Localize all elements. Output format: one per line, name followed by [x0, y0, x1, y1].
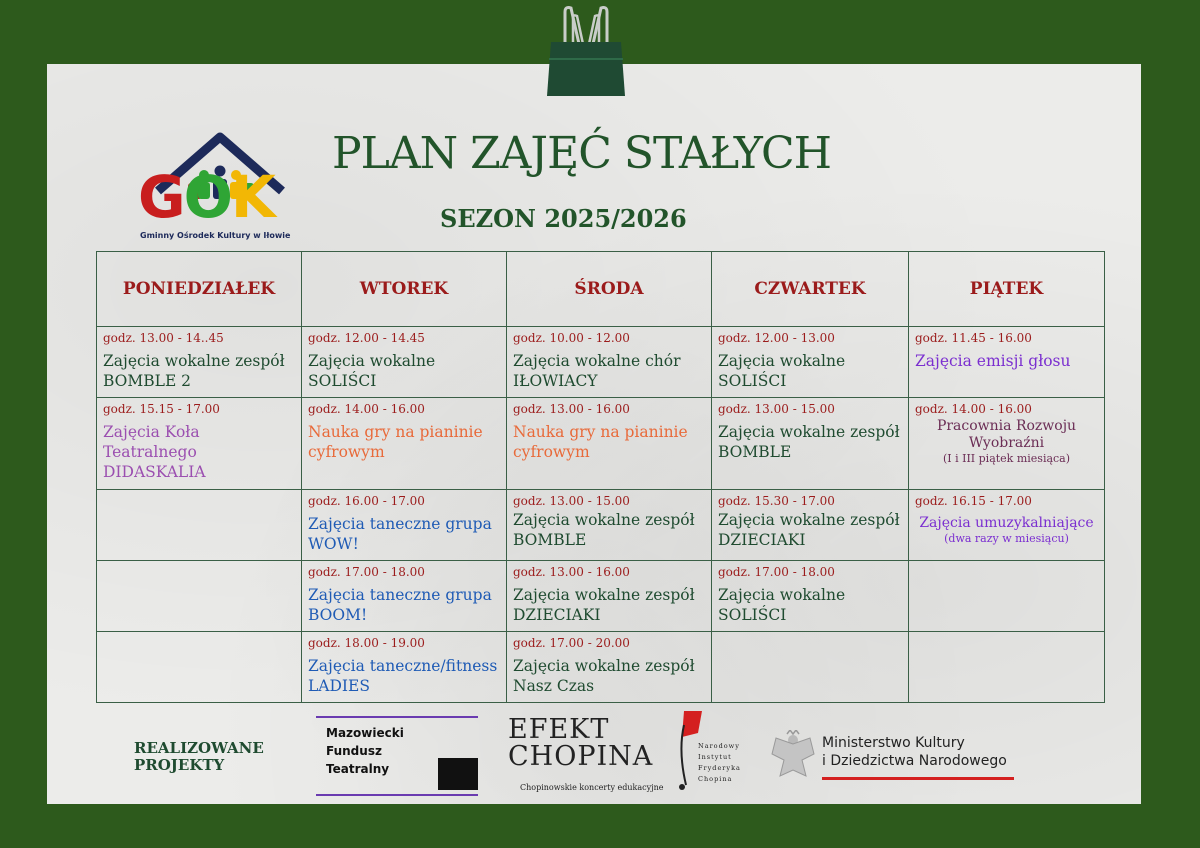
day-header-friday: PIĄTEK: [909, 252, 1105, 327]
time-label: godz. 15.30 - 17.00: [718, 493, 835, 508]
activity-note: (I i III piątek miesiąca): [942, 451, 1071, 465]
gok-logo-text: GOK: [138, 163, 274, 231]
schedule-cell: [97, 398, 302, 490]
activity-label: Zajęcia wokalne SOLIŚCI: [308, 352, 436, 391]
activity-label: Zajęcia wokalne SOLIŚCI: [718, 585, 846, 624]
activity-label: Zajęcia umuzykalniające: [919, 514, 1094, 531]
mft-logo: Mazowiecki Fundusz Teatralny: [316, 716, 478, 796]
schedule-row: [97, 631, 1105, 702]
activity-label: Zajęcia wokalne zespół Nasz Czas: [513, 656, 695, 696]
schedule-cell: [712, 489, 909, 560]
activity-label: Nauka gry na pianinie cyfrowym: [513, 423, 688, 462]
time-label: godz. 17.00 - 18.00: [308, 564, 425, 579]
day-header-monday: PONIEDZIAŁEK: [97, 252, 302, 327]
schedule-row: [97, 489, 1105, 560]
schedule-cell: [507, 489, 712, 560]
schedule-cell: [712, 560, 909, 631]
time-label: godz. 13.00 - 15.00: [513, 493, 630, 508]
time-label: godz. 10.00 - 12.00: [513, 331, 630, 345]
time-label: godz. 12.00 - 13.00: [718, 331, 835, 345]
activity-label: Zajęcia emisji głosu: [915, 352, 1071, 370]
schedule-cell: [507, 560, 712, 631]
schedule-cell: [97, 560, 302, 631]
schedule-cell: [712, 327, 909, 398]
day-header-wednesday: ŚRODA: [507, 252, 712, 327]
schedule-table: [96, 251, 1105, 703]
page-title: PLAN ZAJĘĆ STAŁYCH: [332, 128, 832, 179]
time-label: godz. 12.00 - 14.45: [308, 331, 425, 345]
activity-label: Zajęcia taneczne grupa BOOM!: [308, 585, 492, 624]
activity-note: (dwa razy w miesiącu): [944, 531, 1069, 545]
activity-label: Zajęcia wokalne chór IŁOWIACY: [513, 352, 681, 391]
day-header-row: [97, 252, 1105, 327]
schedule-cell: [909, 631, 1105, 702]
activity-label: Zajęcia wokalne zespół DZIECIAKI: [718, 510, 900, 549]
time-label: godz. 16.00 - 17.00: [308, 493, 425, 508]
time-label: godz. 15.15 - 17.00: [103, 402, 220, 417]
time-label: godz. 11.45 - 16.00: [915, 331, 1032, 345]
ministry-red-line: [822, 777, 1014, 780]
activity-label: Zajęcia wokalne zespół DZIECIAKI: [513, 585, 695, 624]
efekt-chopina-subtitle: Chopinowskie koncerty edukacyjne: [520, 783, 664, 792]
time-label: godz. 17.00 - 18.00: [718, 564, 835, 579]
schedule-cell: [302, 489, 507, 560]
time-label: godz. 13.00 - 16.00: [513, 402, 630, 417]
mft-emblem-icon: [438, 758, 478, 790]
schedule-cell: [507, 398, 712, 490]
schedule-row: [97, 398, 1105, 490]
time-label: godz. 14.00 - 16.00: [915, 402, 1032, 417]
time-label: godz. 16.15 - 17.00: [915, 493, 1032, 508]
schedule-cell: [302, 398, 507, 490]
nifc-logo-text: Narodowy Instytut Fryderyka Chopina: [698, 742, 741, 784]
day-header-tuesday: WTOREK: [302, 252, 507, 327]
time-label: godz. 17.00 - 20.00: [513, 635, 630, 650]
activity-label: Pracownia Rozwoju Wyobraźni: [936, 418, 1077, 451]
day-header-thursday: CZWARTEK: [712, 252, 909, 327]
projects-label: REALIZOWANE PROJEKTY: [134, 739, 264, 774]
schedule-cell: [507, 327, 712, 398]
activity-label: Zajęcia wokalne zespół BOMBLE: [718, 423, 900, 462]
schedule-cell: [909, 398, 1105, 490]
schedule-cell: [909, 327, 1105, 398]
time-label: godz. 14.00 - 16.00: [308, 402, 425, 417]
time-label: godz. 18.00 - 19.00: [308, 635, 425, 650]
schedule-row: [97, 560, 1105, 631]
schedule-cell: [97, 327, 302, 398]
schedule-cell: [712, 398, 909, 490]
schedule-cell: [302, 560, 507, 631]
gok-logo-subtitle: Gminny Ośrodek Kultury w Iłowie: [140, 231, 291, 240]
season-subtitle: SEZON 2025/2026: [440, 204, 687, 233]
binder-clip-icon: [543, 4, 629, 100]
schedule-cell: [909, 560, 1105, 631]
activity-label: Zajęcia wokalne zespół BOMBLE 2: [103, 352, 285, 391]
schedule-row: [97, 327, 1105, 398]
ministry-logo-text: Ministerstwo Kultury i Dziedzictwa Narodowego: [822, 735, 1007, 770]
activity-label: Zajęcia wokalne SOLIŚCI: [718, 352, 846, 391]
activity-label: Nauka gry na pianinie cyfrowym: [308, 423, 483, 462]
time-label: godz. 13.00 - 15.00: [718, 402, 835, 417]
activity-label: Zajęcia taneczne/fitness LADIES: [308, 656, 498, 696]
time-label: godz. 13.00 - 14..45: [103, 331, 224, 345]
schedule-cell: [507, 631, 712, 702]
schedule-cell: [97, 631, 302, 702]
activity-label: Zajęcia taneczne grupa WOW!: [308, 514, 492, 553]
schedule-cell: [302, 631, 507, 702]
schedule-cell: [712, 631, 909, 702]
activity-label: Zajęcia Koła Teatralnego DIDASKALIA: [103, 423, 206, 482]
schedule-cell: [909, 489, 1105, 560]
eagle-emblem-icon: [770, 730, 816, 782]
schedule-cell: [302, 327, 507, 398]
time-label: godz. 13.00 - 16.00: [513, 564, 630, 579]
activity-label: Zajęcia wokalne zespół BOMBLE: [513, 510, 695, 549]
schedule-cell: [97, 489, 302, 560]
efekt-chopina-logo: EFEKT CHOPINA: [508, 714, 654, 772]
